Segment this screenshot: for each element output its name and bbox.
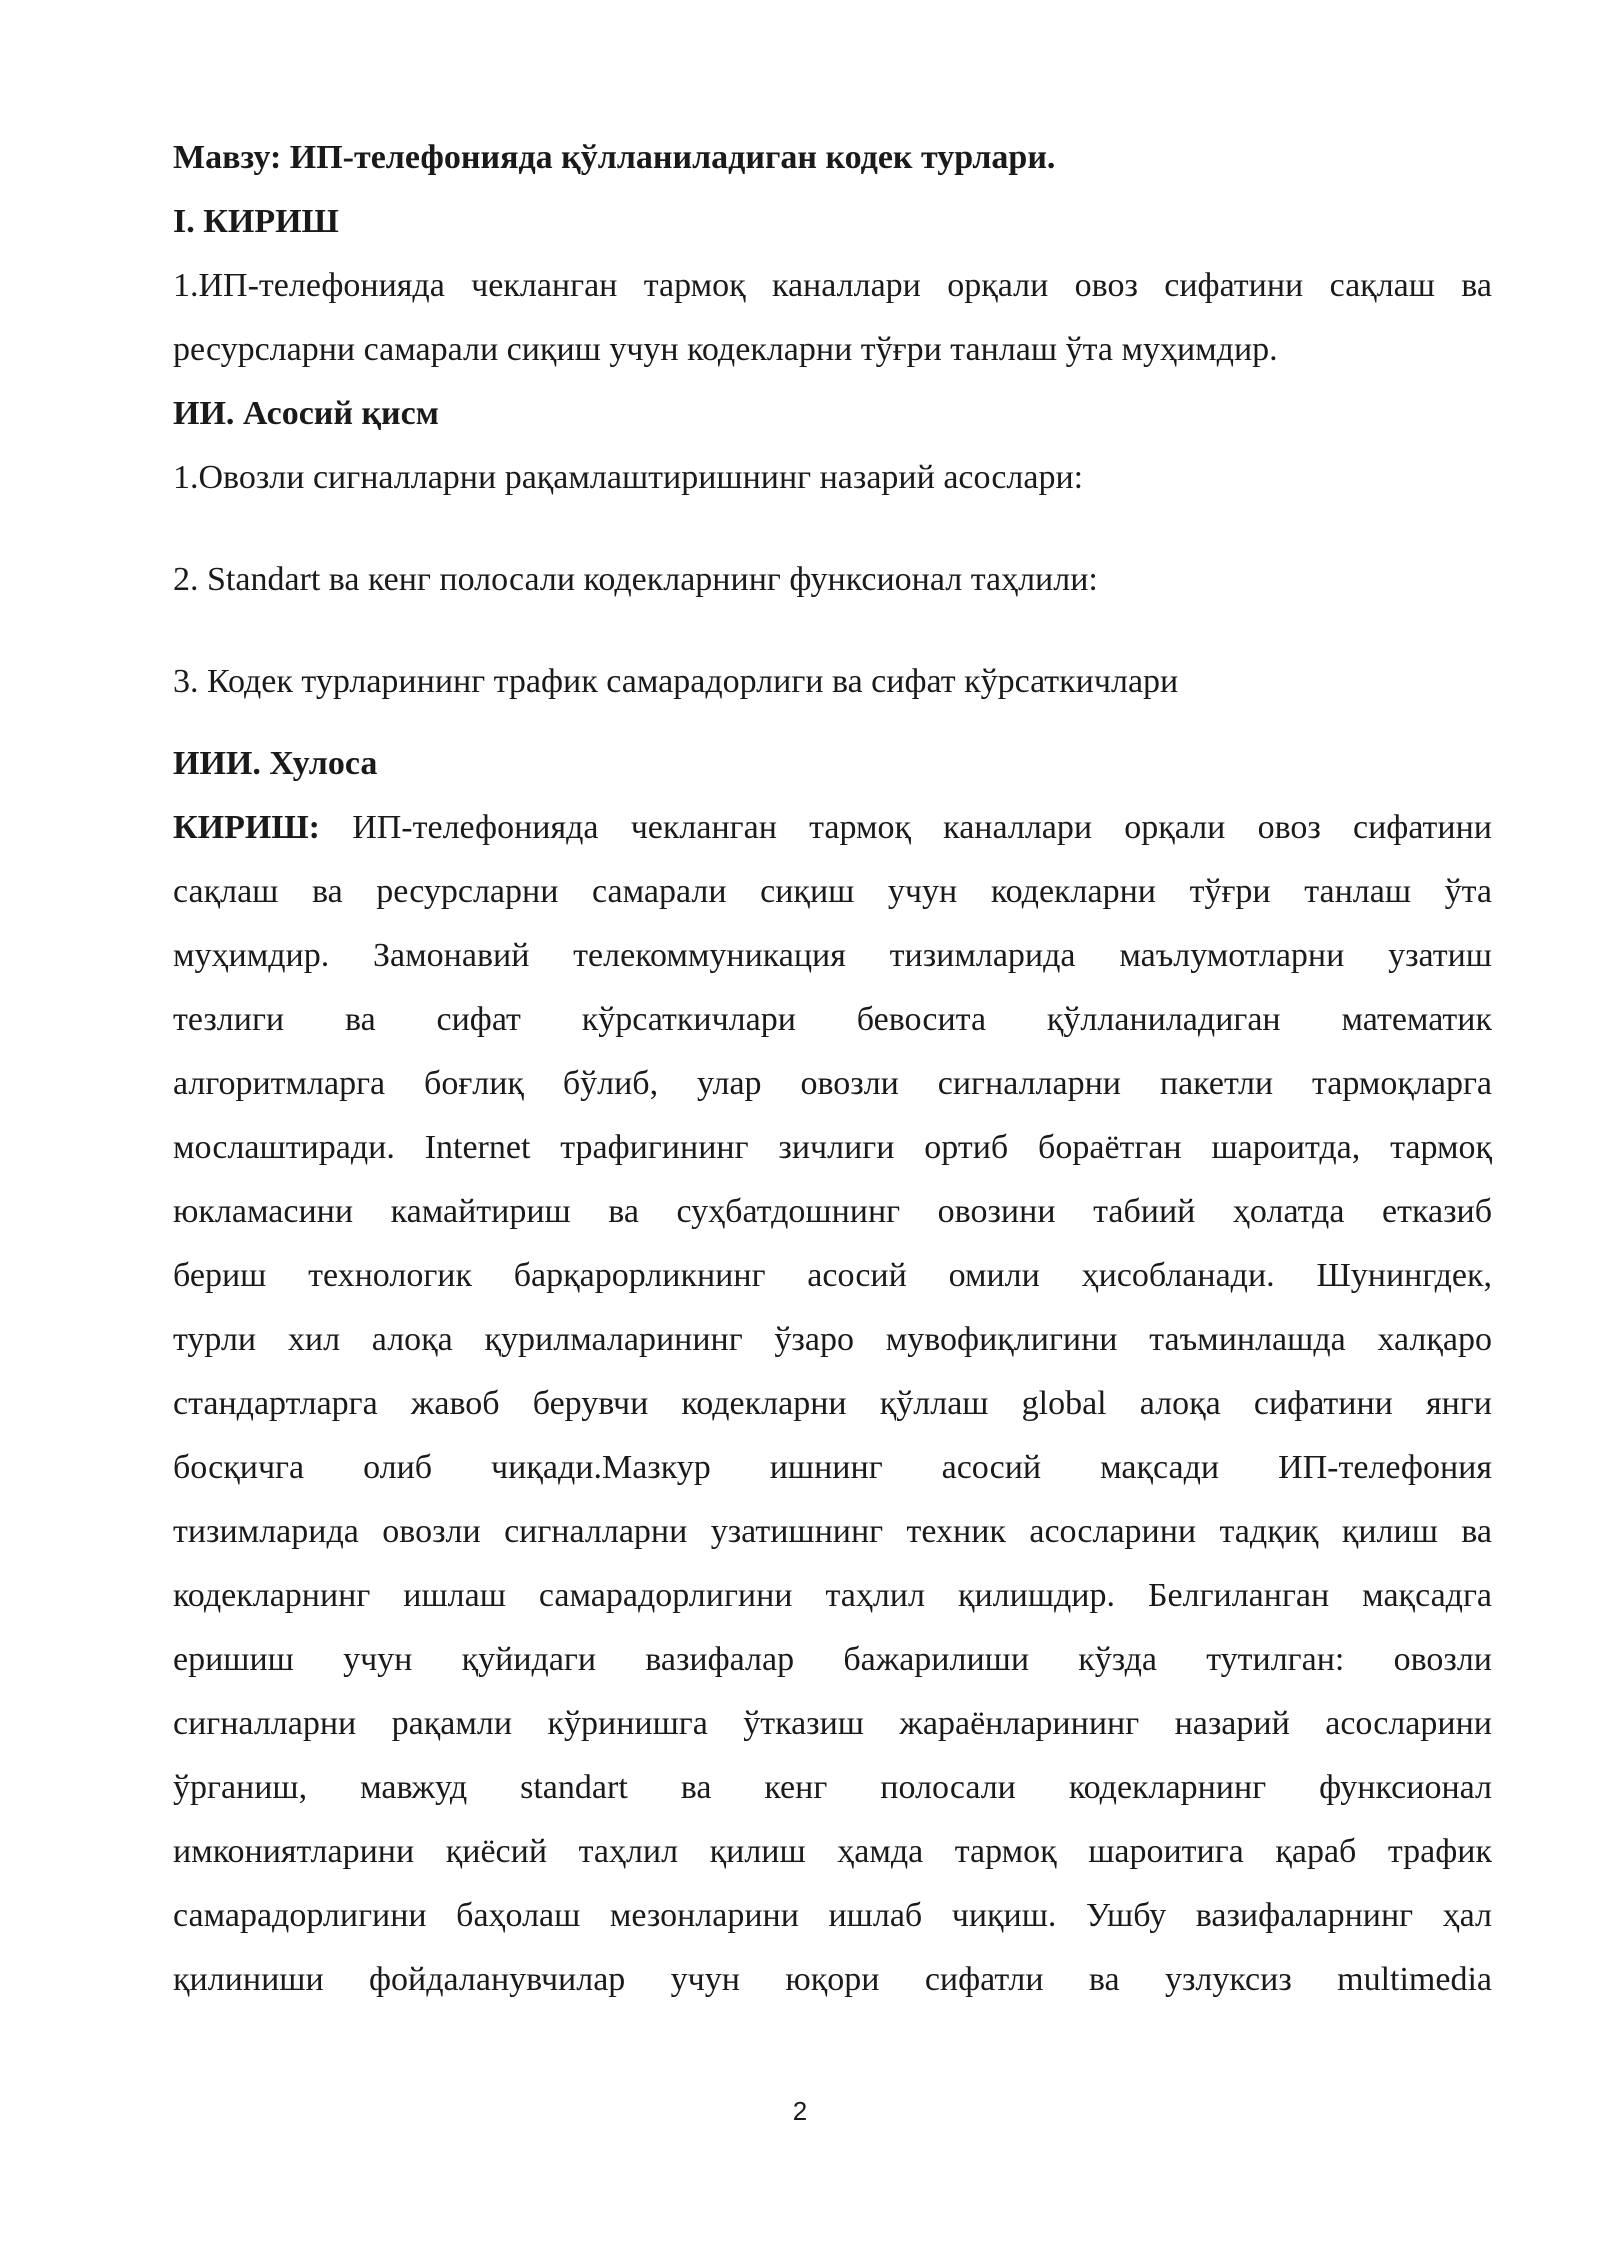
body-line: бериш технологик барқарорликнинг асосий омили ҳисобланади. Шунингдек,	[173, 1257, 1492, 1294]
body-line: ўрганиш, мавжуд standart ва кенг полосали кодекларнинг функсионал	[173, 1769, 1492, 1806]
body-line: қилиниши фойдаланувчилар учун юқори сифатли ва узлуксиз multimedia	[173, 1961, 1492, 1998]
body-line: алгоритмларга боғлиқ бўлиб, улар овозли сигналларни пакетли тармоқларга	[173, 1065, 1492, 1102]
body-lead-label: КИРИШ:	[173, 809, 320, 846]
body-line: муҳимдир. Замонавий телекоммуникация тизимларида маълумотларни узатиш	[173, 937, 1492, 974]
body-line: кодекларнинг ишлаш самарадорлигини таҳлил қилишдир. Белгиланган мақсадга	[173, 1577, 1492, 1614]
body-line: стандартларга жавоб берувчи кодекларни қўллаш global алоқа сифатини янги	[173, 1385, 1492, 1422]
main-item-2: 2. Standart ва кенг полосали кодекларнинг функсионал таҳлили:	[173, 561, 1098, 598]
body-line: имкониятларини қиёсий таҳлил қилиш ҳамда тармоқ шароитига қараб трафик	[173, 1833, 1492, 1870]
main-item-1: 1.Овозли сигналларни рақамлаштиришнинг назарий асослари:	[173, 459, 1084, 496]
body-line: еришиш учун қуйидаги вазифалар бажарилиши кўзда тутилган: овозли	[173, 1641, 1492, 1678]
page-number: 2	[792, 2096, 808, 2126]
body-line: тезлиги ва сифат кўрсаткичлари бевосита қўлланиладиган математик	[173, 1001, 1492, 1038]
intro-item-line: 1.ИП-телефонияда чекланган тармоқ каналлари орқали овоз сифатини сақлаш ва	[173, 267, 1492, 304]
body-line: юкламасини камайтириш ва суҳбатдошнинг овозини табиий ҳолатда етказиб	[173, 1193, 1492, 1230]
section-heading-main-part: ИИ. Асосий қисм	[173, 395, 439, 432]
document-body	[173, 126, 1492, 2012]
body-line: ИП-телефонияда чекланган тармоқ каналлари орқали овоз сифатини	[319, 809, 1492, 846]
intro-item-line: ресурсларни самарали сиқиш учун кодекларни тўғри танлаш ўта муҳимдир.	[173, 331, 1278, 368]
body-line: самарадорлигини баҳолаш мезонларини ишлаб чиқиш. Ушбу вазифаларнинг ҳал	[173, 1897, 1492, 1934]
main-item-3: 3. Кодек турларининг трафик самарадорлиги ва сифат кўрсаткичлари	[173, 663, 1179, 700]
body-line: сақлаш ва ресурсларни самарали сиқиш учун кодекларни тўғри танлаш ўта	[173, 873, 1492, 910]
body-line: мослаштиради. Internet трафигининг зичлиги ортиб бораётган шароитда, тармоқ	[173, 1129, 1492, 1166]
topic-title: Мавзу: ИП-телефонияда қўлланиладиган кодек турлари.	[173, 139, 1056, 176]
body-line: тизимларида овозли сигналларни узатишнинг техник асосларини тадқиқ қилиш ва	[173, 1513, 1492, 1550]
section-heading-conclusion: ИИИ. Хулоса	[173, 745, 378, 782]
body-paragraph-first-line	[173, 796, 1492, 860]
body-line: турли хил алоқа қурилмаларининг ўзаро мувофиқлигини таъминлашда халқаро	[173, 1321, 1492, 1358]
body-line: сигналларни рақамли кўринишга ўтказиш жараёнларининг назарий асосларини	[173, 1705, 1492, 1742]
body-line: босқичга олиб чиқади.Мазкур ишнинг асосий мақсади ИП-телефония	[173, 1449, 1492, 1486]
section-heading-introduction: I. КИРИШ	[173, 203, 339, 240]
